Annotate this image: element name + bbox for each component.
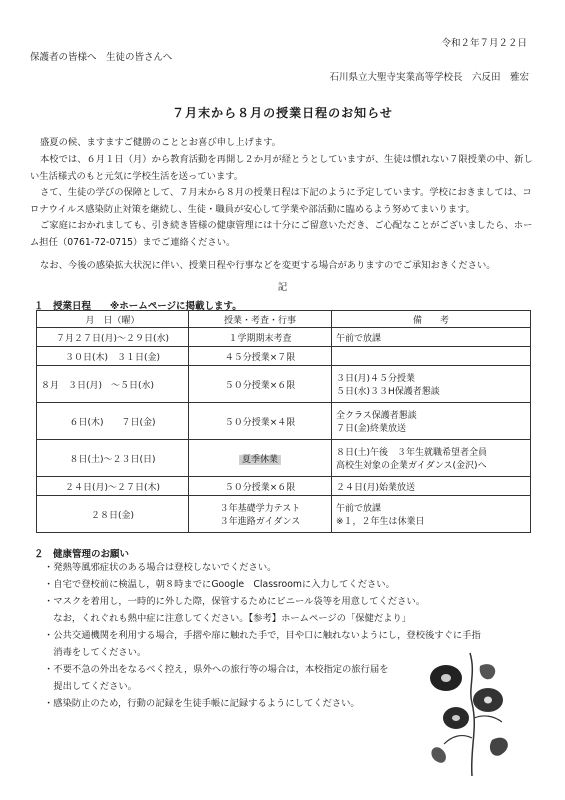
row-notes: [332, 403, 531, 440]
section1-heading: １ 授業日程 ※ホームページに掲載します。: [34, 301, 242, 312]
morning-glory-icon: [422, 648, 522, 778]
row-notes: [332, 496, 531, 533]
table-row: [37, 328, 531, 347]
row-notes: [332, 440, 531, 477]
health-item: ・不要不急の外出をなるべく控え，県外への旅行等の場合は，本校指定の旅行届を: [44, 664, 389, 675]
row-date: ８日(土)～２３日(日): [37, 440, 189, 477]
addressee: 保護者の皆様へ 生徒の皆さんへ: [30, 52, 173, 63]
note-line: 全クラス保護者懇談: [336, 411, 417, 421]
schedule-table: [36, 310, 531, 533]
summer-break-badge: 夏季休業: [239, 455, 281, 465]
table-row: [37, 366, 531, 403]
note-line: 午前で放課: [336, 504, 382, 514]
table-row: [37, 347, 531, 366]
note-line: ※１，２年生は休業日: [336, 517, 425, 527]
health-item: 消毒をしてください。: [44, 647, 147, 658]
event-line: ３年進路ガイダンス: [219, 517, 301, 527]
ki-marker: 記: [277, 282, 288, 293]
health-item: ・マスクを着用し，一時的に外した際，保管するためにビニール袋等を用意してください。: [44, 596, 425, 607]
row-event: ５０分授業×６限: [189, 366, 332, 403]
row-event: ４５分授業×７限: [189, 347, 332, 366]
note-line: ７日(金)終業放送: [336, 424, 407, 434]
column-header-event: 授業・考査・行事: [189, 311, 332, 328]
row-date: ７月２７日(月)～２９日(水): [37, 328, 189, 347]
sender: 石川県立大聖寺実業高等学校長 六反田 雅宏: [329, 72, 529, 83]
paragraph-notice: なお、今後の感染拡大状況に伴い、授業日程や行事などを変更する場合がありますのでご承知おきください。: [40, 260, 496, 271]
note-line: ３日(月)４５分授業: [336, 374, 416, 384]
paragraph-plan: さて、生徒の学びの保障として、７月末から８月の授業日程は下記のように予定しています。学校におきましては、コロナウイルス感染防止対策を継続し、生徒・職員が安心して学業や部活動に臨めるよう努めてまいります。: [30, 187, 532, 215]
row-event: [189, 496, 332, 533]
health-item: ・公共交通機関を利用する場合，手摺や扉に触れた手で，目や口に触れないようにし，登校後すぐに手指: [44, 630, 481, 641]
health-item: ・発熱等風邪症状のある場合は登校しないでください。: [44, 562, 277, 573]
row-event: [189, 440, 332, 477]
row-date: ８月 ３日(月) ～５日(水): [37, 366, 189, 403]
row-date: ２８日(金): [37, 496, 189, 533]
issue-date: 令和２年７月２２日: [441, 38, 527, 49]
paragraph-contact: ご家庭におかれましても、引き続き皆様の健康管理には十分にご留意いただき、ご心配なことがございましたら、ホーム担任（0761-72-0715）までご連絡ください。: [30, 220, 533, 248]
note-line: 高校生対象の企業ガイダンス(金沢)へ: [336, 461, 487, 471]
row-notes: [332, 347, 531, 366]
table-header-row: [37, 311, 531, 328]
paragraph-greeting: 盛夏の候、ますますご健勝のこととお喜び申し上げます。: [40, 137, 281, 148]
row-date: ６日(木) ７日(金): [37, 403, 189, 440]
row-notes: 午前で放課: [332, 328, 531, 347]
health-item: ・自宅で登校前に検温し，朝８時までにGoogle Classroomに入力してください。: [44, 579, 395, 590]
row-date: ３０日(木) ３１日(金): [37, 347, 189, 366]
column-header-notes: 備 考: [332, 311, 531, 328]
health-item: ・感染防止のため，行動の記録を生徒手帳に記録するようにしてください。: [44, 698, 360, 709]
table-row: [37, 403, 531, 440]
note-line: ８日(土)午後 ３年生就職希望者全員: [336, 448, 488, 458]
row-event: １学期期末考査: [189, 328, 332, 347]
table-row: [37, 477, 531, 496]
note-line: ５日(水)３３H保護者懇談: [336, 387, 440, 397]
row-notes: ２４日(月)始業放送: [332, 477, 531, 496]
table-row: [37, 496, 531, 533]
column-header-date: 月 日（曜）: [37, 311, 189, 328]
row-event: ５０分授業×４限: [189, 403, 332, 440]
paragraph-status: 本校では、６月１日（月）から教育活動を再開し２か月が経とうとしていますが、生徒は慣れない７限授業の中、新しい生活様式のもと元気に学校生活を送っています。: [30, 154, 533, 182]
row-event: ５０分授業×６限: [189, 477, 332, 496]
health-item: 提出してください。: [44, 681, 137, 692]
section2-heading: ２ 健康管理のお願い: [34, 549, 130, 560]
event-line: ３年基礎学力テスト: [219, 504, 301, 514]
document-title: ７月末から８月の授業日程のお知らせ: [172, 106, 393, 120]
row-notes: [332, 366, 531, 403]
row-date: ２４日(月)～２７日(木): [37, 477, 189, 496]
health-item: なお，くれぐれも熱中症に注意してください。【参考】ホームページの「保健だより」: [44, 613, 412, 624]
table-row: [37, 440, 531, 477]
